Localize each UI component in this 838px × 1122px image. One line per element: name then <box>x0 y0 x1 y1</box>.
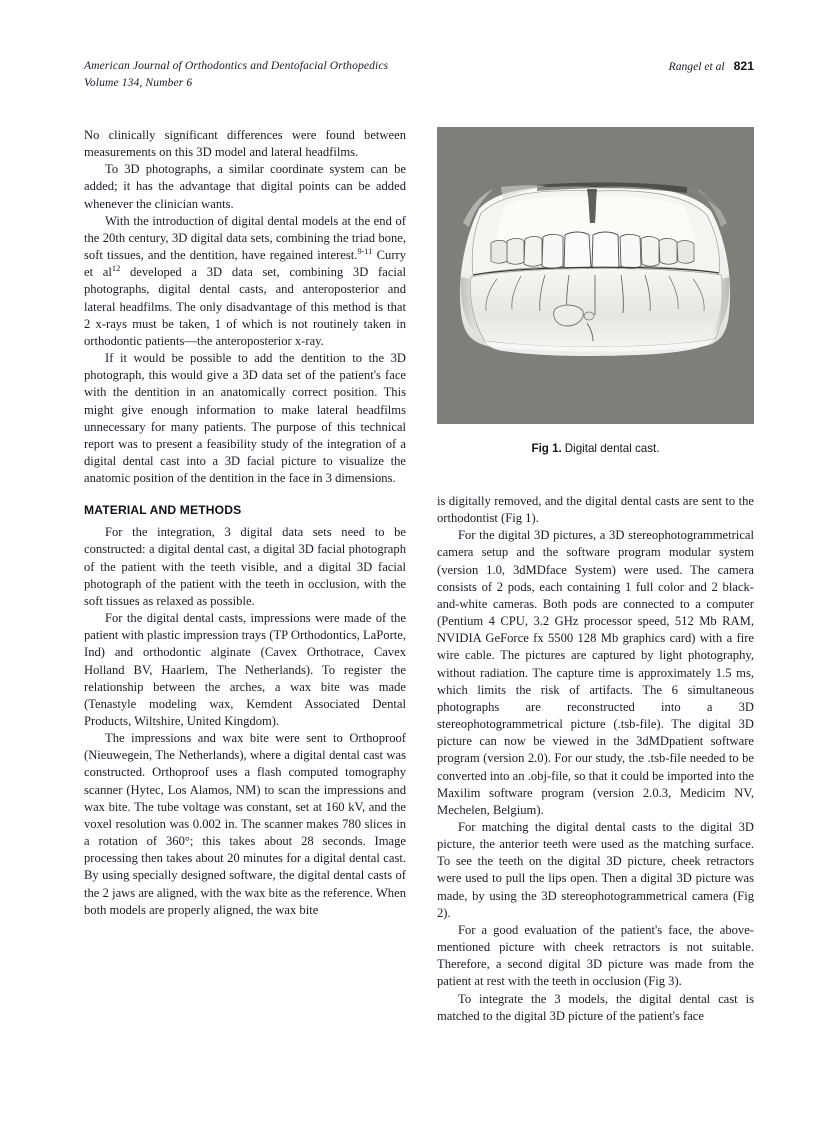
paragraph: For the digital 3D pictures, a 3D stereophotogrammetrical camera setup and the software program modular system (version 1.0, 3dMDface System) were used. The camera consists of 2 pods, each containing 1 full color and 2 black-and-white cameras. Both pods are connected to a computer (Pentium 4 CPU, 3.2 GHz processor speed, 512 Mb RAM, NVIDIA GeForce fx 5500 128 Mb graphics card) with a fire wire cable. The pictures are captured by light photography, without radiation. The capture time is approximately 1.5 ms, which limits the risk of artifacts. The 6 simultaneous photographs are reconstructed into a 3D stereophotogrammetrical picture (.tsb-file). The digital 3D picture can now be viewed in the 3dMDpatient software program (version 2.0). For our study, the .tsb-file needed to be converted into an .obj-file, so that it could be imported into the Maxilim software program (version 2.0.3, Medicim NV, Mechelen, Belgium). <box>437 528 754 817</box>
journal-volume-issue: Volume 134, Number 6 <box>84 75 193 89</box>
running-head <box>84 58 754 92</box>
figure-1-caption-text: Digital dental cast. <box>564 442 660 455</box>
paragraph: To 3D photographs, a similar coordinate system can be added; it has the advantage that digital points can be added whenever the clinician wants. <box>84 162 406 211</box>
paragraph: The impressions and wax bite were sent to Orthoproof (Nieuwegein, The Netherlands), where a digital dental cast was constructed. Orthoproof uses a flash computed tomography scanner (Hytec, Los Alamos, NM) to scan the impressions and wax bite. The tube voltage was constant, set at 160 kV, and the voxel resolution was 0.002 in. The scanner makes 780 slices in a rotation of 360°; this takes about 28 seconds. Image processing then takes about 20 minutes for a digital dental cast. By using specially designed software, the digital dental casts of the 2 jaws are aligned, with the wax bite as the reference. When both models are properly aligned, the wax bite <box>84 731 406 917</box>
right-text-column <box>437 493 754 1025</box>
dental-cast-illustration <box>437 127 754 424</box>
paragraph: is digitally removed, and the digital dental casts are sent to the orthodontist (Fig 1). <box>437 494 754 526</box>
paragraph: No clinically significant differences were found between measurements on this 3D model and lateral headfilms. <box>84 128 406 160</box>
running-head-authors: Rangel et al <box>668 60 725 73</box>
page-number: 821 <box>733 59 754 73</box>
figure-1 <box>437 127 754 456</box>
left-text-column <box>84 127 406 919</box>
figure-1-image <box>437 127 754 424</box>
journal-title: American Journal of Orthodontics and Dentofacial Orthopedics <box>84 59 389 72</box>
figure-1-caption <box>437 441 754 456</box>
paragraph: If it would be possible to add the dentition to the 3D photograph, this would give a 3D data set of the patient's face with the dentition in an anatomically correct position. This might give enough information to make lateral headfilms unnecessary for many patients. The purpose of this technical report was to present a feasibility study of the integration of a digital dental cast into a 3D facial picture to visualize the anatomic position of the dentition in the face in 3 dimensions. <box>84 351 406 486</box>
running-head-attribution <box>669 58 754 76</box>
paragraph: To integrate the 3 models, the digital dental cast is matched to the digital 3D picture of the patient's face <box>437 991 754 1023</box>
paragraph: For the digital dental casts, impressions were made of the patient with plastic impression trays (TP Orthodontics, LaPorte, Ind) and orthodontic alginate (Cavex Orthotrace, Cavex Holland BV, Haarlem, The Netherlands). To register the relationship between the arches, a wax bite was made (Tenastyle modeling wax, Kemdent Associated Dental Products, Wiltshire, United Kingdom). <box>84 611 406 728</box>
paragraph: With the introduction of digital dental models at the end of the 20th century, 3D digital data sets, combining the triad bone, soft tissues, and the dentition, have regained interest.$^{9-11}$ Curry et $al^{12}$ developed a 3D data set, combining 3D facial photographs, digital dental casts, and anteroposterior and lateral headfilms. The only disadvantage of this method is that 2 x-rays must be taken, 1 of which is not routinely taken in orthodontic patients—the anteroposterior x-ray. <box>84 213 407 348</box>
section-heading-material-and-methods: MATERIAL AND METHODS <box>84 503 242 518</box>
paragraph: For the integration, 3 digital data sets need to be constructed: a digital dental cast, a digital 3D facial photograph of the patient with the teeth visible, and a digital 3D facial photograph of the patient with the teeth in occlusion, with the soft tissues as relaxed as possible. <box>84 525 406 608</box>
paragraph: For a good evaluation of the patient's face, the above-mentioned picture with cheek retractors is not suitable. Therefore, a second digital 3D picture was made from the patient at rest with the teeth in occlusion (Fig 3). <box>437 922 754 989</box>
figure-1-label: Fig 1. <box>531 442 562 455</box>
paragraph: For matching the digital dental casts to the digital 3D picture, the anterior teeth were used as the matching surface. To see the teeth on the digital 3D picture, cheek retractors were used to pull the lips open. Then a digital 3D picture was made, by using the 3D stereophotogrammetrical camera (Fig 2). <box>437 819 754 920</box>
running-head-journal <box>84 58 388 91</box>
